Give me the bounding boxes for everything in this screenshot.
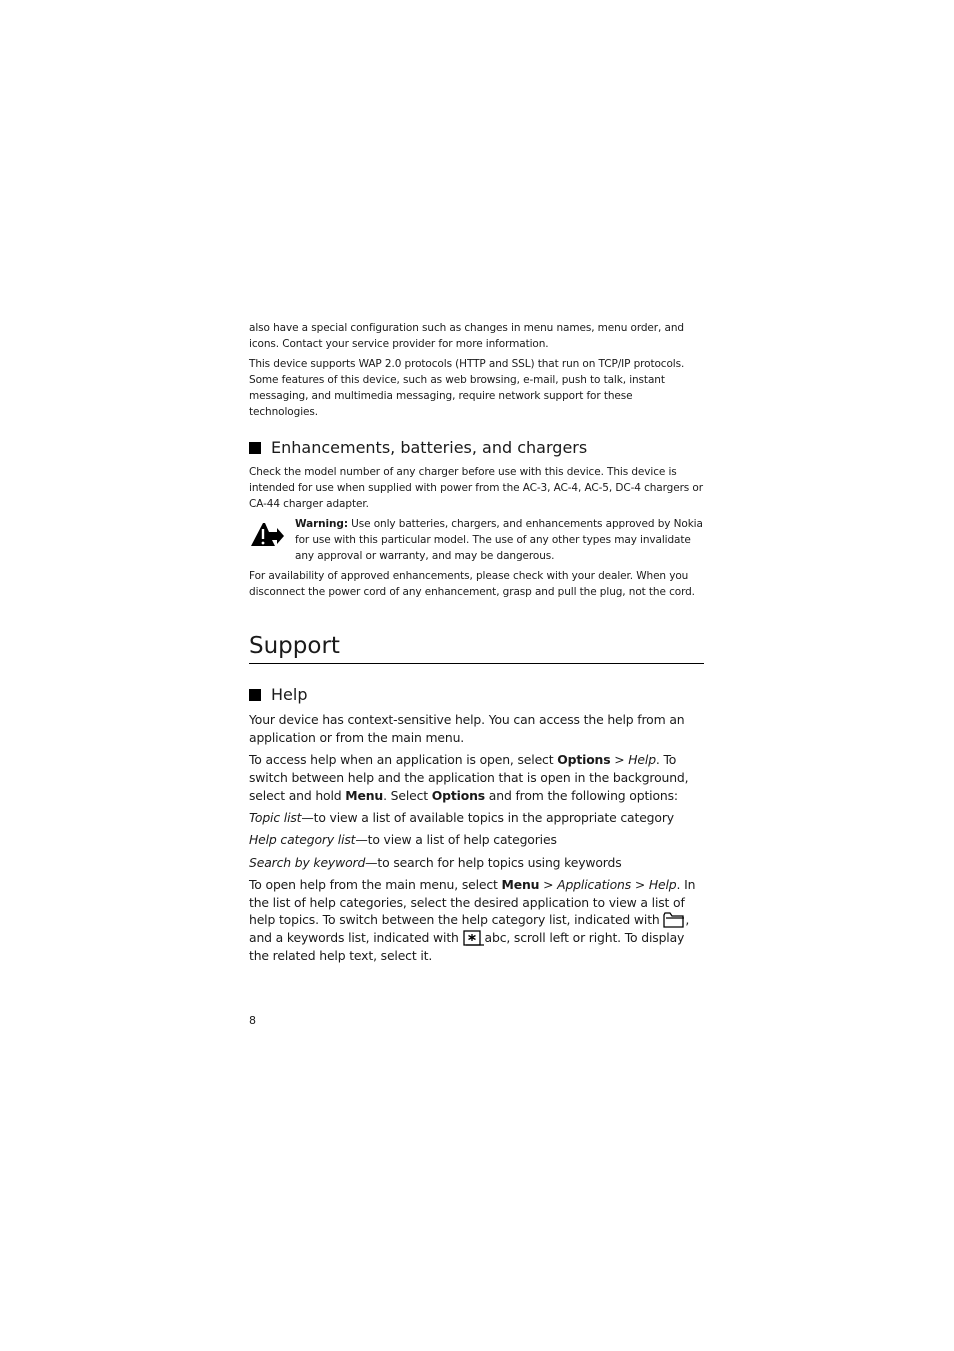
heading-bullet-icon — [249, 689, 261, 701]
help-heading — [249, 684, 704, 706]
enhancements-heading-text: Enhancements, batteries, and chargers — [271, 438, 588, 457]
warning-icon — [249, 520, 285, 548]
page-content — [249, 320, 704, 969]
intro-paragraph-2: This device supports WAP 2.0 protocols (HTTP and SSL) that run on TCP/IP protocols. Some features of this device, such as web browsing, e-mail, push to talk, instant messaging, and multimedia messaging, require network support for these technologies. — [249, 358, 685, 418]
enhancements-heading — [249, 437, 704, 459]
warning-block — [249, 516, 704, 564]
keyword-list-icon — [463, 930, 485, 946]
intro-paragraph-1: also have a special configuration such as changes in menu names, menu order, and icons. Contact your service provider for more information. — [249, 322, 684, 350]
help-paragraph-2: To access help when an application is open, select Options > Help. To switch between help and the application that is open in the background, select and hold Menu. Select Options and from the following options: — [249, 752, 689, 803]
abc-label: abc — [484, 930, 507, 946]
folder-icon — [663, 912, 685, 928]
warning-label: Warning: — [295, 518, 348, 530]
option-topic-list: Topic list—to view a list of available topics in the appropriate category — [249, 809, 674, 825]
warning-text — [295, 516, 704, 564]
help-heading-text: Help — [271, 685, 308, 704]
enhancements-paragraph-2: For availability of approved enhancements, please check with your dealer. When you disconnect the power cord of any enhancement, grasp and pull the plug, not the cord. — [249, 570, 695, 598]
help-paragraph-1: Your device has context-sensitive help. You can access the help from an application or from the main menu. — [249, 712, 685, 745]
heading-bullet-icon — [249, 442, 261, 454]
option-help-category-list: Help category list—to view a list of help categories — [249, 832, 557, 848]
support-title: Support — [249, 632, 704, 664]
page-number: 8 — [249, 1014, 256, 1027]
option-search-by-keyword: Search by keyword—to search for help topics using keywords — [249, 854, 622, 870]
help-paragraph-3: To open help from the main menu, select Menu > Applications > Help. In the list of help categories, select the desired application to view a list of help topics. To switch between the help category list, indicated with , and a keywords list, indicated with abc, scroll left or right. To display the related help text, select it. — [249, 876, 696, 964]
enhancements-paragraph-1: Check the model number of any charger before use with this device. This device is intended for use when supplied with power from the AC-3, AC-4, AC-5, DC-4 chargers or CA-44 charger adapter. — [249, 466, 703, 510]
warning-body: Use only batteries, chargers, and enhancements approved by Nokia for use with this particular model. The use of any other types may invalidate any approval or warranty, and may be dangerous. — [295, 518, 703, 562]
